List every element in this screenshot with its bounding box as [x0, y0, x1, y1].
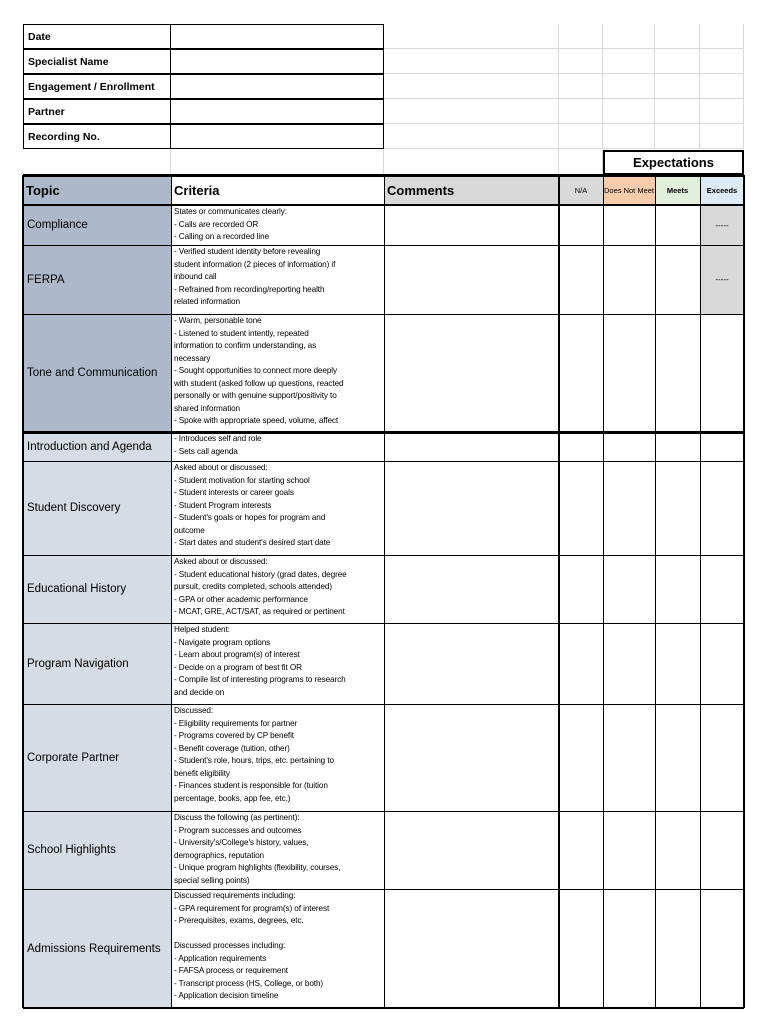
comments-cell[interactable] — [384, 623, 559, 704]
na-cell[interactable] — [559, 205, 603, 245]
meets-cell[interactable] — [655, 555, 700, 623]
na-cell[interactable] — [559, 704, 603, 811]
sheet-gridcell — [384, 49, 559, 74]
topic-cell: Corporate Partner — [23, 704, 171, 811]
exceeds-cell[interactable] — [700, 461, 744, 555]
comments-cell[interactable] — [384, 314, 559, 432]
meets-cell[interactable] — [655, 314, 700, 432]
header-field-label: Partner — [23, 99, 171, 124]
meets-cell[interactable] — [655, 811, 700, 889]
comments-cell[interactable] — [384, 811, 559, 889]
header-field-input[interactable] — [170, 124, 384, 149]
does-not-meet-cell[interactable] — [603, 555, 655, 623]
criteria-cell: Discuss the following (as pertinent): - Program successes and outcomes - University's/College's history, values, demographics, reputation - Unique program highlights (flexibility, courses, special selling points) — [174, 813, 341, 885]
na-cell[interactable] — [559, 245, 603, 314]
sheet-gridcell — [655, 49, 700, 74]
topic-cell: School Highlights — [23, 811, 171, 889]
topic-cell: Compliance — [23, 205, 171, 245]
meets-cell[interactable] — [655, 623, 700, 704]
meets-cell[interactable] — [655, 245, 700, 314]
exceeds-cell[interactable] — [700, 432, 744, 461]
table-rule — [22, 175, 24, 1008]
does-not-meet-cell[interactable] — [603, 461, 655, 555]
comments-cell[interactable] — [384, 432, 559, 461]
does-not-meet-cell[interactable] — [603, 205, 655, 245]
does-not-meet-cell[interactable] — [603, 245, 655, 314]
comments-cell[interactable] — [384, 205, 559, 245]
exceeds-cell[interactable]: ----- — [700, 205, 744, 245]
topic-cell: Educational History — [23, 555, 171, 623]
meets-cell[interactable] — [655, 704, 700, 811]
exceeds-cell[interactable] — [700, 314, 744, 432]
sheet-gridcell — [384, 99, 559, 124]
exceeds-cell[interactable] — [700, 555, 744, 623]
sheet-gridcell — [171, 150, 384, 175]
sheet-gridcell — [603, 99, 655, 124]
exceeds-cell[interactable]: ----- — [700, 245, 744, 314]
sheet-gridcell — [655, 74, 700, 99]
sheet-gridcell — [559, 24, 603, 49]
meets-cell[interactable] — [655, 889, 700, 1008]
sheet-gridcell — [23, 150, 171, 175]
topic-cell: Tone and Communication — [23, 314, 171, 432]
sheet-gridcell — [559, 74, 603, 99]
na-cell[interactable] — [559, 432, 603, 461]
sheet-gridcell — [655, 124, 700, 149]
topic-cell: Student Discovery — [23, 461, 171, 555]
sheet-gridcell — [700, 49, 744, 74]
sheet-gridcell — [559, 49, 603, 74]
exceeds-cell[interactable] — [700, 704, 744, 811]
comments-cell[interactable] — [384, 704, 559, 811]
sheet-gridcell — [384, 124, 559, 149]
sheet-gridcell — [603, 24, 655, 49]
header-field-input[interactable] — [170, 49, 384, 74]
na-cell[interactable] — [559, 314, 603, 432]
criteria-cell: States or communicates clearly: - Calls are recorded OR - Calling on a recorded line — [174, 207, 287, 242]
criteria-cell: Asked about or discussed: - Student motivation for starting school - Student interests or career goals - Student Program interests - Student's goals or hopes for program and outcome - Start dates and student's desired start date — [174, 463, 331, 548]
criteria-cell: - Introduces self and role - Sets call agenda — [174, 434, 262, 456]
exceeds-cell[interactable] — [700, 889, 744, 1008]
column-header-topic: Topic — [23, 175, 171, 205]
table-rule — [743, 175, 745, 1008]
header-field-input[interactable] — [170, 99, 384, 124]
does-not-meet-cell[interactable] — [603, 811, 655, 889]
na-cell[interactable] — [559, 811, 603, 889]
table-rule — [655, 175, 656, 1008]
sheet-gridcell — [559, 150, 603, 175]
topic-cell: Introduction and Agenda — [23, 432, 171, 461]
meets-cell[interactable] — [655, 461, 700, 555]
sheet-gridcell — [603, 49, 655, 74]
sheet-gridcell — [603, 74, 655, 99]
na-cell[interactable] — [559, 555, 603, 623]
column-header-comments: Comments — [384, 175, 559, 205]
table-rule — [384, 175, 385, 1008]
column-header-criteria: Criteria — [174, 182, 220, 198]
sheet-gridcell — [655, 99, 700, 124]
does-not-meet-cell[interactable] — [603, 704, 655, 811]
header-field-label: Specialist Name — [23, 49, 171, 74]
criteria-cell: Helped student: - Navigate program options - Learn about program(s) of interest - Decide on a program of best fit OR - Compile list of interesting programs to research and decide on — [174, 625, 346, 697]
sheet-gridcell — [603, 124, 655, 149]
na-cell[interactable] — [559, 461, 603, 555]
na-cell[interactable] — [559, 623, 603, 704]
sheet-gridcell — [700, 24, 744, 49]
sheet-gridcell — [384, 74, 559, 99]
sheet-gridcell — [384, 150, 559, 175]
sheet-gridcell — [559, 99, 603, 124]
na-cell[interactable] — [559, 889, 603, 1008]
criteria-cell: Asked about or discussed: - Student educational history (grad dates, degree pursuit, credits completed, schools attended) - GPA or other academic performance - MCAT, GRE, ACT/SAT, as required or pertinent — [174, 557, 347, 617]
criteria-cell: - Warm, personable tone - Listened to student intently, repeated information to confirm understanding, as necessary - Sought opportunities to connect more deeply with student (asked follow up questions, reacted personally or with genuine support/positivity to shared information - Spoke with appropriate speed, volume, affect — [174, 316, 344, 426]
header-field-label: Recording No. — [23, 124, 171, 149]
topic-cell: Program Navigation — [23, 623, 171, 704]
topic-cell: FERPA — [23, 245, 171, 314]
header-field-input[interactable] — [170, 74, 384, 99]
header-field-label: Engagement / Enrollment — [23, 74, 171, 99]
comments-cell[interactable] — [384, 889, 559, 1008]
comments-cell[interactable] — [384, 245, 559, 314]
table-rule — [700, 175, 701, 1008]
expectations-label: Expectations — [603, 150, 744, 175]
sheet-gridcell — [700, 74, 744, 99]
header-field-label: Date — [23, 24, 171, 49]
table-rule — [171, 175, 172, 1008]
exceeds-cell[interactable] — [700, 623, 744, 704]
does-not-meet-cell[interactable] — [603, 432, 655, 461]
criteria-cell: Discussed: - Eligibility requirements for partner - Programs covered by CP benefit - Benefit coverage (tuition, other) - Student's role, hours, trips, etc. pertaining to benefit eligibility - Finances student is responsible for (tuition percentage, books, app fee, etc.) — [174, 706, 334, 803]
comments-cell[interactable] — [384, 555, 559, 623]
comments-cell[interactable] — [384, 461, 559, 555]
meets-cell[interactable] — [655, 205, 700, 245]
criteria-cell: Discussed requirements including: - GPA requirement for program(s) of interest - Prerequisites, exams, degrees, etc. Discussed processes including: - Application requirements - FAFSA process or requirement - Transcript process (HS, College, or both) - Application decision timeline — [174, 891, 330, 1001]
does-not-meet-cell[interactable] — [603, 889, 655, 1008]
table-rule — [558, 175, 560, 1008]
column-header-does-not-meet: Does Not Meet — [603, 175, 655, 205]
column-header-exceeds: Exceeds — [700, 175, 744, 205]
exceeds-cell[interactable] — [700, 811, 744, 889]
meets-cell[interactable] — [655, 432, 700, 461]
table-rule — [603, 175, 604, 1008]
sheet-gridcell — [700, 124, 744, 149]
does-not-meet-cell[interactable] — [603, 623, 655, 704]
header-field-input[interactable] — [170, 24, 384, 49]
topic-cell: Admissions Requirements — [23, 889, 171, 1008]
sheet-gridcell — [559, 124, 603, 149]
does-not-meet-cell[interactable] — [603, 314, 655, 432]
sheet-gridcell — [384, 24, 559, 49]
column-header-meets: Meets — [655, 175, 700, 205]
criteria-cell: - Verified student identity before revealing student information (2 pieces of information) if inbound call - Refrained from recording/reporting health related information — [174, 247, 336, 307]
sheet-gridcell — [700, 99, 744, 124]
sheet-gridcell — [655, 24, 700, 49]
column-header-na: N/A — [559, 175, 603, 205]
